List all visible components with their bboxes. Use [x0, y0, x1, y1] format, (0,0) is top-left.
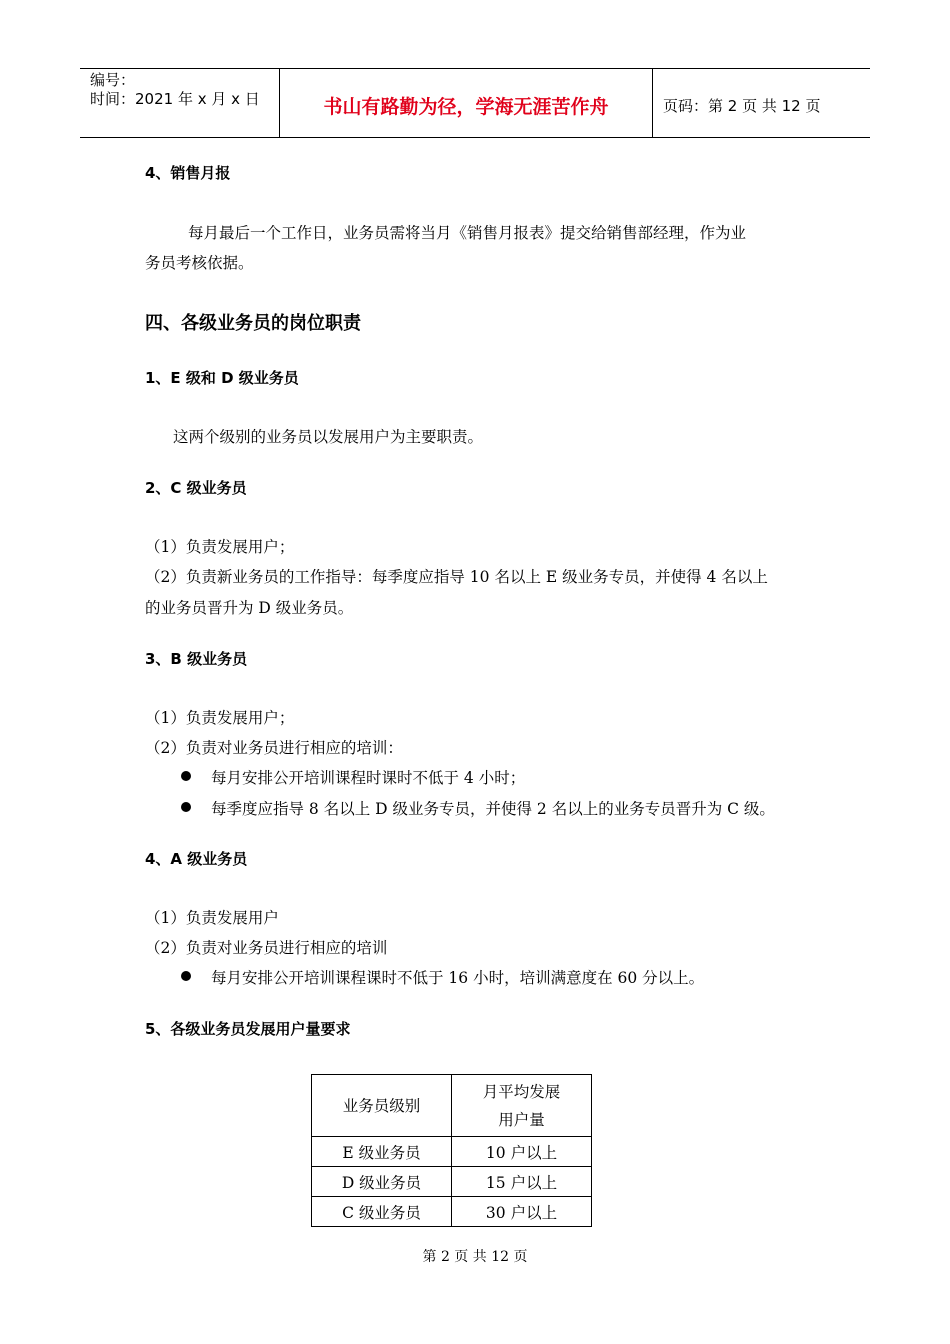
document-date: 时间：2021 年 x 月 x 日: [90, 90, 260, 108]
bullet-icon: [181, 771, 191, 781]
sales-report-paragraph-line1: 每月最后一个工作日，业务员需将当月《销售月报表》提交给销售部经理，作为业: [188, 224, 747, 242]
bullet-icon: [181, 971, 191, 981]
table-cell-users: 15 户以上: [452, 1167, 592, 1197]
section-c-level-title: 2、C 级业务员: [145, 479, 247, 497]
table-row: [312, 1137, 592, 1167]
table-header-users-line2: 用户量: [498, 1110, 545, 1129]
table-header-row: [312, 1075, 592, 1137]
table-cell-users: 30 户以上: [452, 1197, 592, 1227]
section-e-d-level-title: 1、E 级和 D 级业务员: [145, 369, 299, 387]
page-header: [80, 68, 870, 138]
chapter-title-duties: 四、各级业务员的岗位职责: [145, 313, 361, 334]
header-motto: 书山有路勤为径，学海无涯苦作舟: [280, 69, 653, 137]
a-level-item-2: （2）负责对业务员进行相应的培训: [145, 939, 388, 957]
user-requirements-table: [311, 1074, 592, 1227]
c-level-item-2-line2: 的业务员晋升为 D 级业务员。: [145, 599, 354, 617]
a-level-item-1: （1）负责发展用户: [145, 909, 279, 927]
a-level-bullet-1: 每月安排公开培训课程课时不低于 16 小时，培训满意度在 60 分以上。: [211, 969, 705, 987]
table-cell-users: 10 户以上: [452, 1137, 592, 1167]
b-level-item-2: （2）负责对业务员进行相应的培训：: [145, 739, 403, 757]
c-level-item-1: （1）负责发展用户；: [145, 538, 295, 556]
b-level-bullet-2: 每季度应指导 8 名以上 D 级业务专员，并使得 2 名以上的业务专员晋升为 C 级。: [211, 800, 775, 818]
table-cell-level: D 级业务员: [312, 1167, 452, 1197]
c-level-item-2-line1: （2）负责新业务员的工作指导：每季度应指导 10 名以上 E 级业务专员，并使得 4 名以上: [145, 568, 768, 586]
table-header-level: 业务员级别: [312, 1075, 452, 1137]
table-row: [312, 1197, 592, 1227]
section-user-requirements-title: 5、各级业务员发展用户量要求: [145, 1020, 351, 1038]
page-footer: 第 2 页 共 12 页: [422, 1249, 528, 1265]
header-meta: [80, 69, 280, 137]
b-level-item-1: （1）负责发展用户；: [145, 709, 295, 727]
sales-report-paragraph-line2: 务员考核依据。: [145, 254, 254, 272]
table-cell-level: E 级业务员: [312, 1137, 452, 1167]
section-a-level-title: 4、A 级业务员: [145, 850, 248, 868]
table-header-users-line1: 月平均发展: [482, 1082, 561, 1101]
document-number-label: 编号：: [90, 71, 136, 89]
table-cell-level: C 级业务员: [312, 1197, 452, 1227]
bullet-icon: [181, 802, 191, 812]
b-level-bullet-1: 每月安排公开培训课程时课时不低于 4 小时；: [211, 769, 526, 787]
section-b-level-title: 3、B 级业务员: [145, 650, 248, 668]
table-row: [312, 1167, 592, 1197]
e-d-level-paragraph: 这两个级别的业务员以发展用户为主要职责。: [173, 428, 484, 446]
section-sales-monthly-report-title: 4、销售月报: [145, 164, 231, 182]
table-header-users: [452, 1075, 592, 1137]
header-page-info: 页码：第 2 页 共 12 页: [663, 96, 821, 115]
